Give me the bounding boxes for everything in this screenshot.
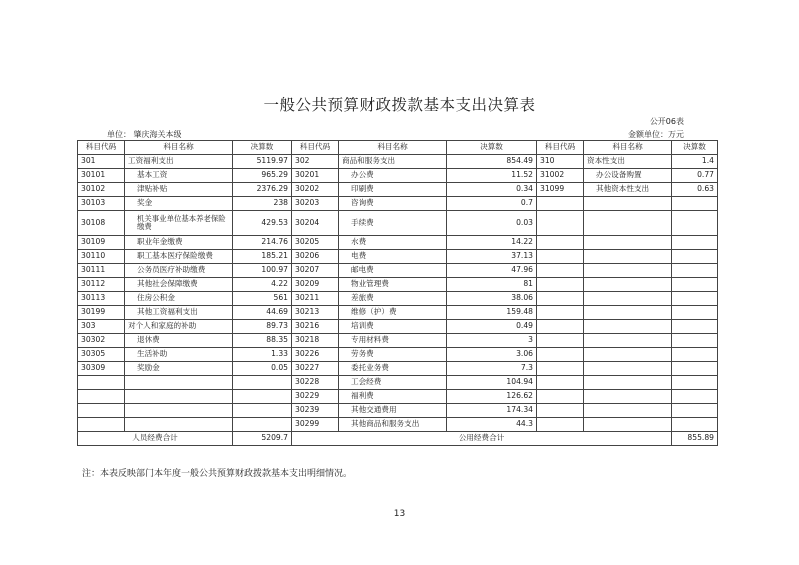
- name-cell: 差旅费: [339, 292, 447, 306]
- name-cell: 其他商品和服务支出: [339, 418, 447, 432]
- header-cell: 科目名称: [584, 141, 672, 155]
- amount-cell: 104.94: [447, 376, 537, 390]
- amount-cell: 185.21: [233, 250, 292, 264]
- code-cell: 303: [78, 320, 125, 334]
- code-cell: [537, 334, 584, 348]
- code-cell: [537, 278, 584, 292]
- name-cell: 对个人和家庭的补助: [125, 320, 233, 334]
- name-cell: 奖金: [125, 197, 233, 211]
- amount-cell: 126.62: [447, 390, 537, 404]
- name-cell: [584, 236, 672, 250]
- name-cell: [125, 418, 233, 432]
- amount-cell: 0.77: [672, 169, 718, 183]
- code-cell: [537, 390, 584, 404]
- amount-cell: 5119.97: [233, 155, 292, 169]
- name-cell: 奖励金: [125, 362, 233, 376]
- table-row: [78, 169, 718, 183]
- code-cell: 30227: [292, 362, 339, 376]
- table-row: [78, 236, 718, 250]
- code-cell: 30299: [292, 418, 339, 432]
- personnel-total-value: 5209.7: [233, 432, 292, 446]
- code-cell: 302: [292, 155, 339, 169]
- table-row: [78, 418, 718, 432]
- amount-cell: [672, 404, 718, 418]
- code-cell: 30108: [78, 211, 125, 236]
- name-cell: 维修（护）费: [339, 306, 447, 320]
- code-cell: [78, 376, 125, 390]
- name-cell: 专用材料费: [339, 334, 447, 348]
- name-cell: 生活补助: [125, 348, 233, 362]
- name-cell: 印刷费: [339, 183, 447, 197]
- code-cell: 30109: [78, 236, 125, 250]
- name-cell: 劳务费: [339, 348, 447, 362]
- public-total-label: 公用经费合计: [292, 432, 672, 446]
- amount-cell: [672, 306, 718, 320]
- code-cell: 310: [537, 155, 584, 169]
- name-cell: 办公设备购置: [584, 169, 672, 183]
- amount-cell: 44.3: [447, 418, 537, 432]
- code-cell: [537, 404, 584, 418]
- name-cell: [584, 197, 672, 211]
- code-cell: 30113: [78, 292, 125, 306]
- code-cell: 30112: [78, 278, 125, 292]
- name-cell: [584, 292, 672, 306]
- code-cell: 30103: [78, 197, 125, 211]
- page-number: 13: [393, 509, 406, 519]
- amount-cell: 159.48: [447, 306, 537, 320]
- name-cell: 津贴补贴: [125, 183, 233, 197]
- name-cell: [584, 250, 672, 264]
- amount-cell: [233, 404, 292, 418]
- name-cell: 邮电费: [339, 264, 447, 278]
- amount-cell: [233, 376, 292, 390]
- code-cell: [537, 362, 584, 376]
- amount-cell: [672, 278, 718, 292]
- amount-cell: 238: [233, 197, 292, 211]
- amount-cell: 44.69: [233, 306, 292, 320]
- code-cell: 30228: [292, 376, 339, 390]
- name-cell: 基本工资: [125, 169, 233, 183]
- name-cell: [125, 404, 233, 418]
- code-cell: 30204: [292, 211, 339, 236]
- name-cell: [584, 306, 672, 320]
- code-cell: 301: [78, 155, 125, 169]
- page-title: 一般公共预算财政拨款基本支出决算表: [263, 96, 536, 114]
- code-cell: [537, 418, 584, 432]
- form-number: 公开06表: [649, 117, 684, 126]
- name-cell: 住房公积金: [125, 292, 233, 306]
- code-cell: [537, 197, 584, 211]
- name-cell: 资本性支出: [584, 155, 672, 169]
- header-cell: 决算数: [447, 141, 537, 155]
- name-cell: [584, 390, 672, 404]
- amount-cell: 0.34: [447, 183, 537, 197]
- amount-cell: [672, 362, 718, 376]
- table-row: [78, 376, 718, 390]
- table-row: [78, 250, 718, 264]
- amount-cell: 1.33: [233, 348, 292, 362]
- amount-cell: 38.06: [447, 292, 537, 306]
- code-cell: 30207: [292, 264, 339, 278]
- amount-cell: 3.06: [447, 348, 537, 362]
- name-cell: [125, 390, 233, 404]
- amount-cell: 561: [233, 292, 292, 306]
- name-cell: 职业年金缴费: [125, 236, 233, 250]
- amount-cell: 854.49: [447, 155, 537, 169]
- table-row: [78, 278, 718, 292]
- table-note: 注：本表反映部门本年度一般公共预算财政拨款基本支出明细情况。: [82, 469, 353, 479]
- header-cell: 科目代码: [292, 141, 339, 155]
- name-cell: [125, 376, 233, 390]
- name-cell: [584, 376, 672, 390]
- name-cell: 机关事业单位基本养老保险缴费: [125, 211, 233, 236]
- amount-cell: 4.22: [233, 278, 292, 292]
- amount-cell: [672, 197, 718, 211]
- amount-cell: [233, 390, 292, 404]
- amount-cell: [672, 348, 718, 362]
- code-cell: [537, 236, 584, 250]
- header-cell: 科目代码: [78, 141, 125, 155]
- code-cell: [537, 376, 584, 390]
- code-cell: 30309: [78, 362, 125, 376]
- table-row: [78, 390, 718, 404]
- code-cell: 30218: [292, 334, 339, 348]
- code-cell: [537, 264, 584, 278]
- amount-cell: 0.05: [233, 362, 292, 376]
- amount-cell: 7.3: [447, 362, 537, 376]
- table-row: [78, 183, 718, 197]
- code-cell: [78, 418, 125, 432]
- name-cell: 职工基本医疗保险缴费: [125, 250, 233, 264]
- code-cell: 30213: [292, 306, 339, 320]
- name-cell: [584, 264, 672, 278]
- table-row: [78, 320, 718, 334]
- code-cell: [537, 292, 584, 306]
- name-cell: [584, 348, 672, 362]
- header-cell: 科目名称: [339, 141, 447, 155]
- amount-cell: [233, 418, 292, 432]
- code-cell: [78, 390, 125, 404]
- amount-cell: 11.52: [447, 169, 537, 183]
- code-cell: 30226: [292, 348, 339, 362]
- expenditure-table: [77, 140, 718, 446]
- code-cell: 30302: [78, 334, 125, 348]
- public-total-value: 855.89: [672, 432, 718, 446]
- name-cell: 工资福利支出: [125, 155, 233, 169]
- code-cell: 30239: [292, 404, 339, 418]
- code-cell: [78, 404, 125, 418]
- table-row: [78, 362, 718, 376]
- unit-label: 单位： 肇庆海关本级: [107, 130, 182, 139]
- amount-cell: 0.03: [447, 211, 537, 236]
- table-row: [78, 306, 718, 320]
- amount-cell: 81: [447, 278, 537, 292]
- name-cell: 其他社会保障缴费: [125, 278, 233, 292]
- header-cell: 决算数: [233, 141, 292, 155]
- code-cell: 30201: [292, 169, 339, 183]
- name-cell: 工会经费: [339, 376, 447, 390]
- amount-cell: 47.96: [447, 264, 537, 278]
- amount-cell: [672, 211, 718, 236]
- money-unit-label: 金额单位：万元: [628, 130, 684, 139]
- table-row: [78, 264, 718, 278]
- code-cell: 30206: [292, 250, 339, 264]
- name-cell: 其他资本性支出: [584, 183, 672, 197]
- amount-cell: 2376.29: [233, 183, 292, 197]
- table-row: [78, 197, 718, 211]
- code-cell: 30205: [292, 236, 339, 250]
- name-cell: 其他工资福利支出: [125, 306, 233, 320]
- amount-cell: [672, 334, 718, 348]
- code-cell: 30229: [292, 390, 339, 404]
- code-cell: [537, 320, 584, 334]
- amount-cell: [672, 376, 718, 390]
- code-cell: 31099: [537, 183, 584, 197]
- code-cell: 31002: [537, 169, 584, 183]
- name-cell: [584, 334, 672, 348]
- name-cell: [584, 418, 672, 432]
- name-cell: [584, 320, 672, 334]
- amount-cell: 0.49: [447, 320, 537, 334]
- amount-cell: 37.13: [447, 250, 537, 264]
- amount-cell: 100.97: [233, 264, 292, 278]
- personnel-total-label: 人员经费合计: [78, 432, 233, 446]
- code-cell: [537, 306, 584, 320]
- table-header-row: [78, 141, 718, 155]
- amount-cell: 3: [447, 334, 537, 348]
- name-cell: 电费: [339, 250, 447, 264]
- amount-cell: [672, 236, 718, 250]
- name-cell: [584, 404, 672, 418]
- name-cell: [584, 211, 672, 236]
- code-cell: 30211: [292, 292, 339, 306]
- name-cell: 公务员医疗补助缴费: [125, 264, 233, 278]
- amount-cell: 88.35: [233, 334, 292, 348]
- code-cell: 30216: [292, 320, 339, 334]
- code-cell: [537, 348, 584, 362]
- name-cell: 其他交通费用: [339, 404, 447, 418]
- name-cell: 商品和服务支出: [339, 155, 447, 169]
- amount-cell: 0.63: [672, 183, 718, 197]
- code-cell: 30111: [78, 264, 125, 278]
- amount-cell: [672, 418, 718, 432]
- amount-cell: [672, 264, 718, 278]
- code-cell: 30102: [78, 183, 125, 197]
- totals-row: [78, 432, 718, 446]
- name-cell: 物业管理费: [339, 278, 447, 292]
- code-cell: [537, 250, 584, 264]
- table-row: [78, 334, 718, 348]
- code-cell: [537, 211, 584, 236]
- name-cell: [584, 362, 672, 376]
- table-row: [78, 348, 718, 362]
- name-cell: 手续费: [339, 211, 447, 236]
- table-row: [78, 155, 718, 169]
- amount-cell: [672, 292, 718, 306]
- code-cell: 30209: [292, 278, 339, 292]
- name-cell: 培训费: [339, 320, 447, 334]
- name-cell: 办公费: [339, 169, 447, 183]
- code-cell: 30110: [78, 250, 125, 264]
- name-cell: 委托业务费: [339, 362, 447, 376]
- table-row: [78, 211, 718, 236]
- name-cell: 退休费: [125, 334, 233, 348]
- amount-cell: 0.7: [447, 197, 537, 211]
- amount-cell: 214.76: [233, 236, 292, 250]
- amount-cell: 1.4: [672, 155, 718, 169]
- code-cell: 30305: [78, 348, 125, 362]
- table-row: [78, 404, 718, 418]
- code-cell: 30203: [292, 197, 339, 211]
- code-cell: 30202: [292, 183, 339, 197]
- name-cell: [584, 278, 672, 292]
- amount-cell: 14.22: [447, 236, 537, 250]
- amount-cell: 965.29: [233, 169, 292, 183]
- code-cell: 30199: [78, 306, 125, 320]
- header-cell: 决算数: [672, 141, 718, 155]
- amount-cell: [672, 250, 718, 264]
- header-cell: 科目代码: [537, 141, 584, 155]
- amount-cell: 89.73: [233, 320, 292, 334]
- amount-cell: 174.34: [447, 404, 537, 418]
- code-cell: 30101: [78, 169, 125, 183]
- amount-cell: 429.53: [233, 211, 292, 236]
- amount-cell: [672, 320, 718, 334]
- name-cell: 福利费: [339, 390, 447, 404]
- table-row: [78, 292, 718, 306]
- amount-cell: [672, 390, 718, 404]
- name-cell: 水费: [339, 236, 447, 250]
- header-cell: 科目名称: [125, 141, 233, 155]
- name-cell: 咨询费: [339, 197, 447, 211]
